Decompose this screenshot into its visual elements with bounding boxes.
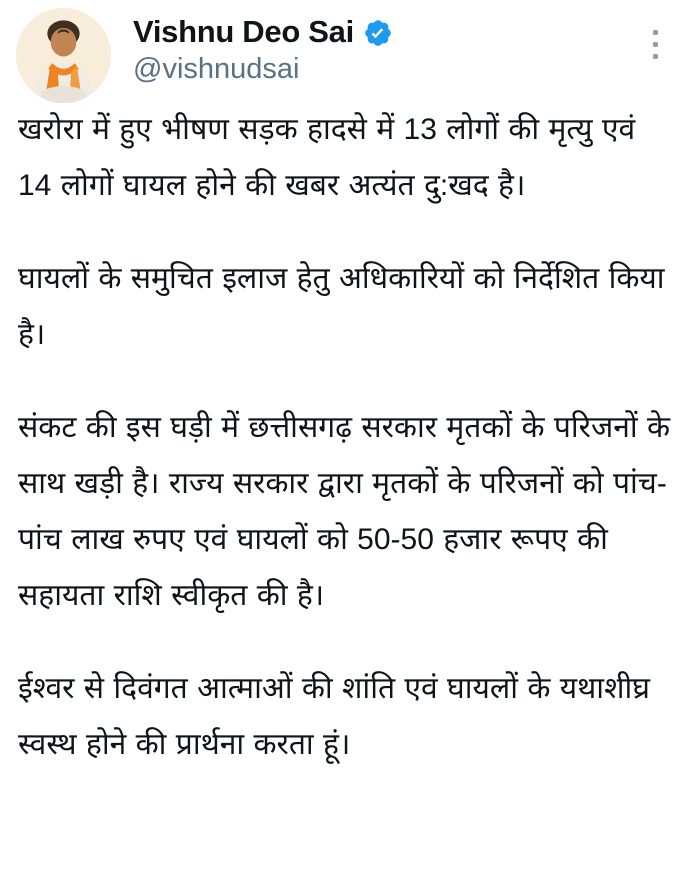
tweet-paragraph: संकट की इस घड़ी में छत्तीसगढ़ सरकार मृतकों के परिजनों के साथ खड़ी है। राज्य सरकार द्वारा मृतकों के परिजनों को पांच-पांच लाख रुपए एवं घायलों को 50-50 हजार रूपए की सहायता राशि स्वीकृत की है। — [18, 411, 671, 612]
name-row — [133, 14, 645, 50]
tweet-paragraph: ईश्वर से दिवंगत आत्माओं की शांति एवं घायलों के यथाशीघ्र स्वस्थ होने की प्रार्थना करता हूं। — [18, 672, 650, 761]
tweet-paragraph: खरोरा में हुए भीषण सड़क हादसे में 13 लोगों की मृत्यु एवं 14 लोगों घायल होने की खबर अत्यंत दु:खद है। — [18, 113, 636, 202]
identity-block — [133, 8, 645, 88]
tweet-header — [0, 0, 696, 100]
verified-badge-icon — [363, 18, 393, 48]
avatar[interactable] — [16, 8, 111, 103]
tweet-paragraph: घायलों के समुचित इलाज हेतु अधिकारियों को निर्देशित किया है। — [18, 262, 665, 351]
more-options-button[interactable] — [645, 8, 666, 67]
tweet-text — [0, 100, 696, 773]
user-handle[interactable]: @vishnudsai — [133, 53, 300, 85]
display-name[interactable]: Vishnu Deo Sai — [133, 14, 354, 49]
profile-photo — [16, 8, 111, 103]
